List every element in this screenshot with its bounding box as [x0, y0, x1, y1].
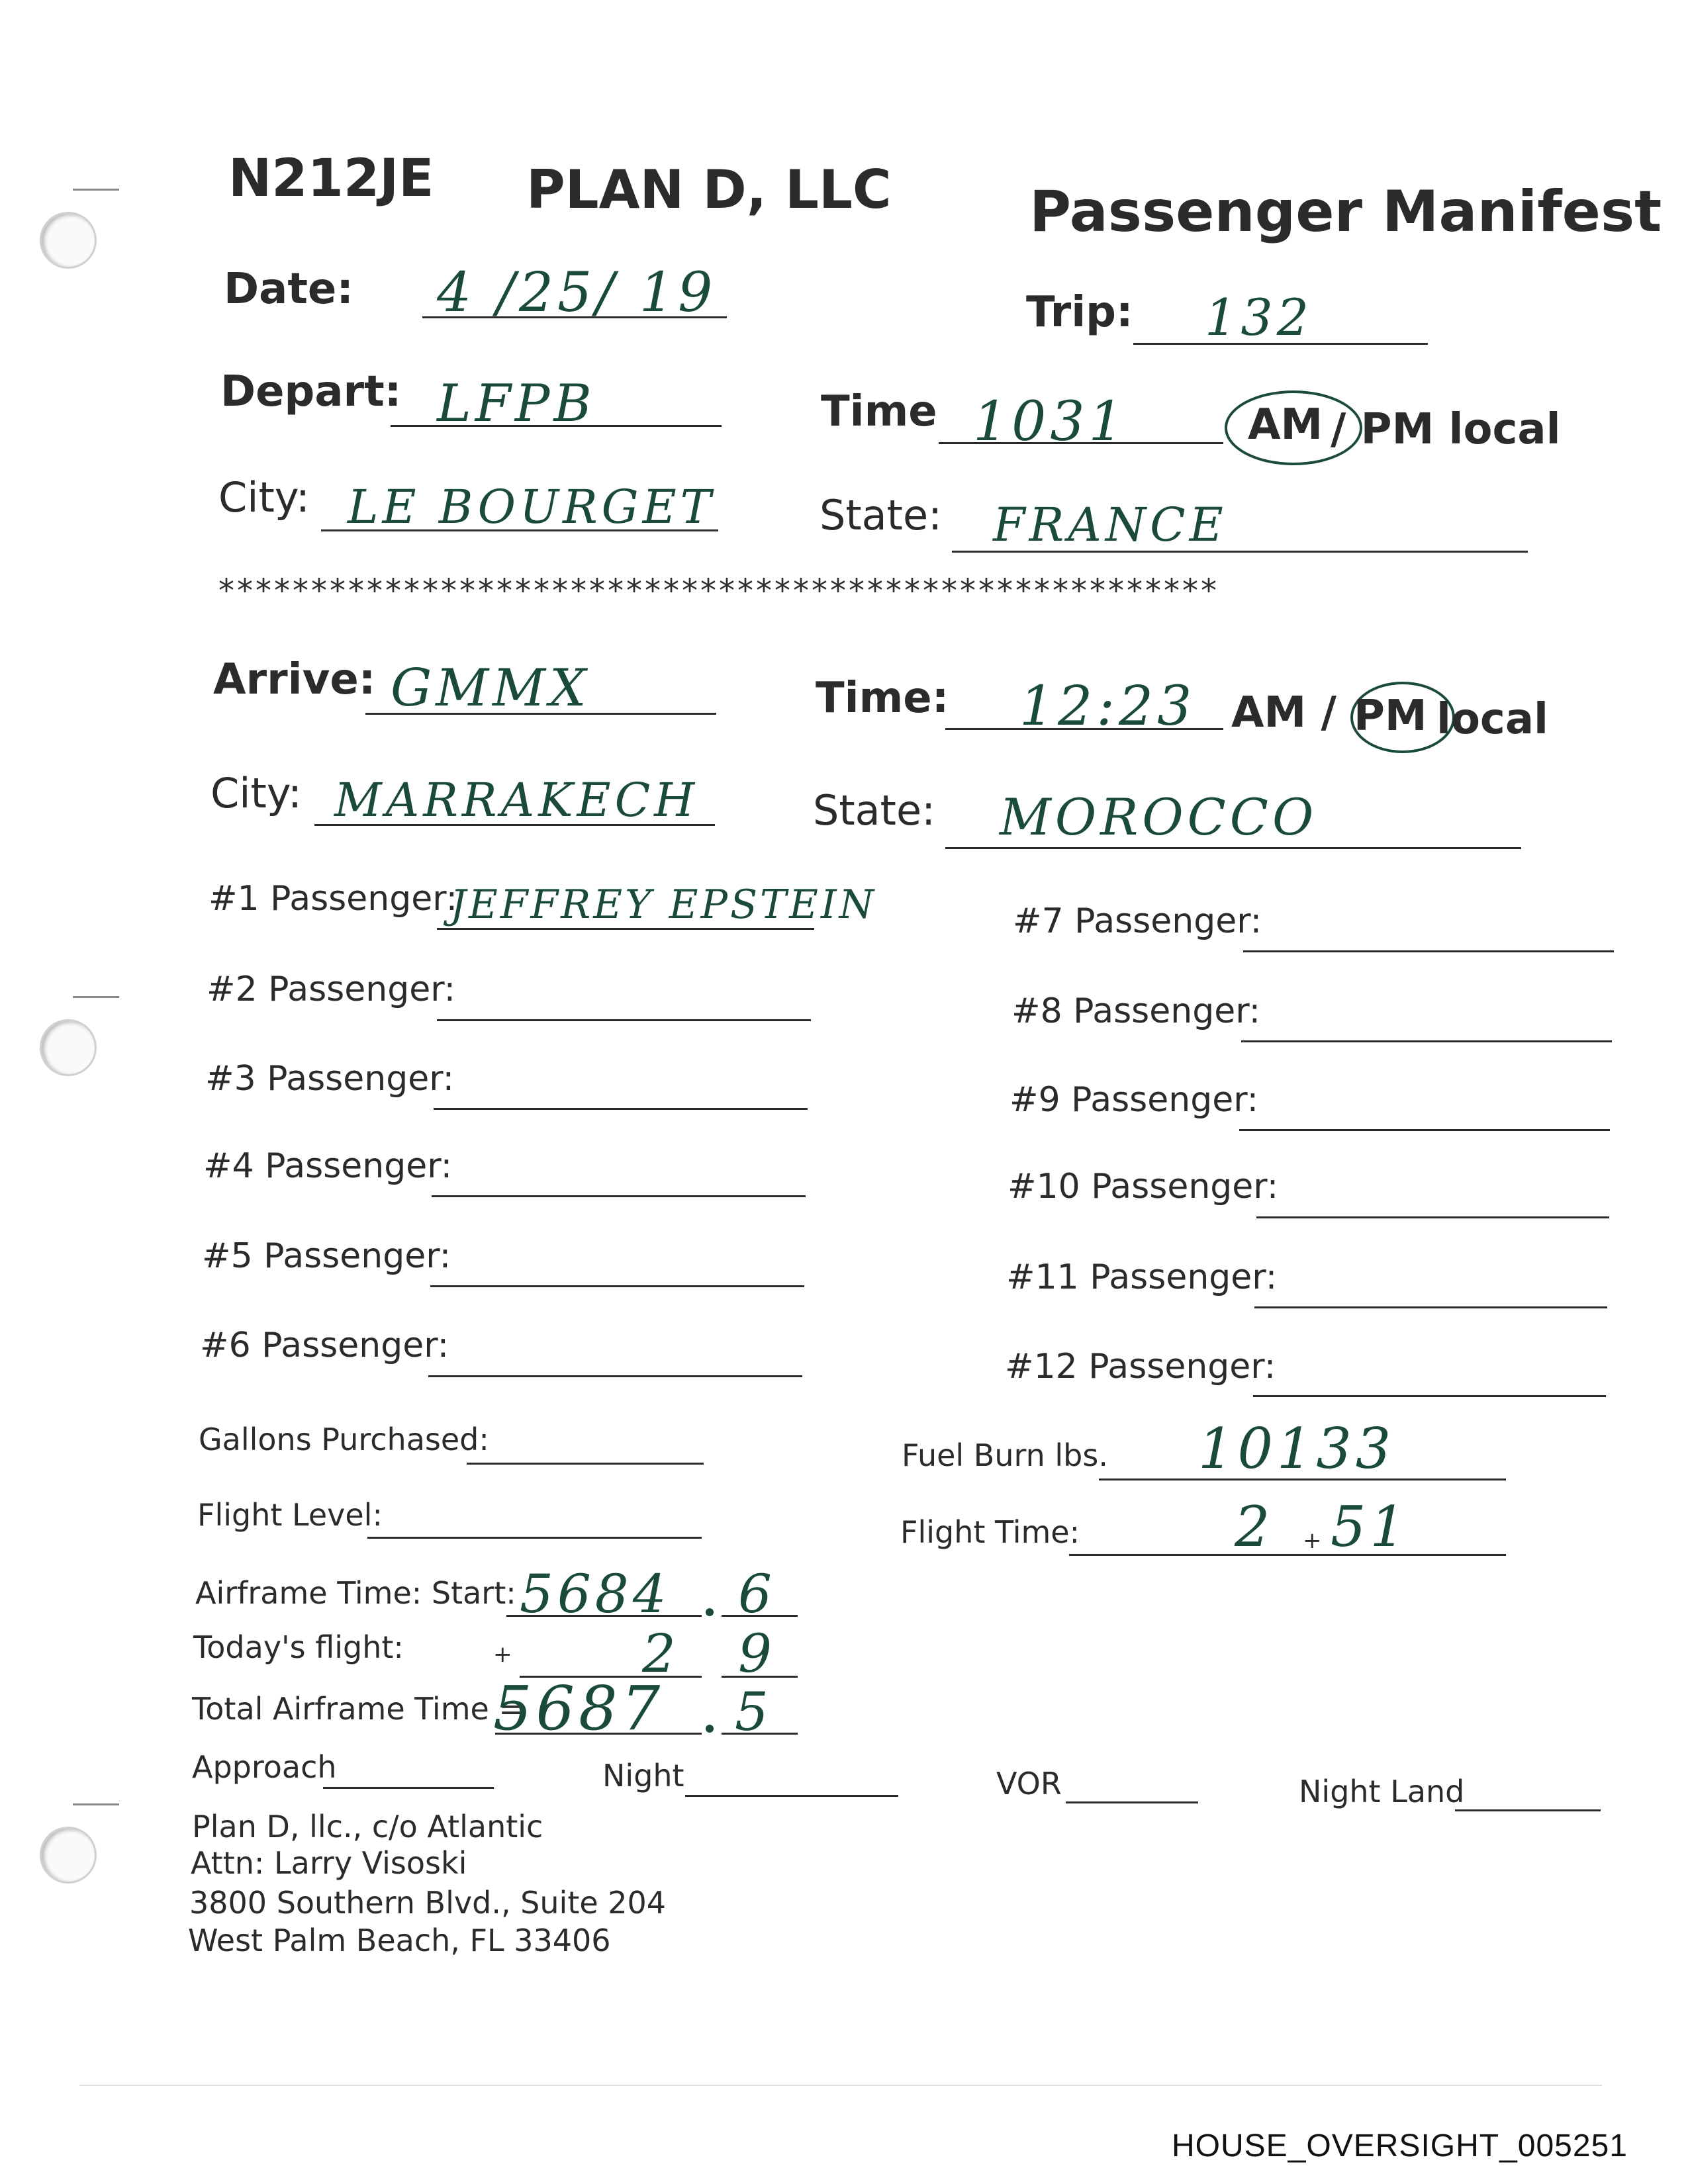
night-label: Night [602, 1758, 684, 1794]
arrive-city-value: MARRAKECH [334, 773, 699, 827]
flight-time-hours: 2 [1235, 1494, 1274, 1559]
passenger-1-name: JEFFREY EPSTEIN [450, 882, 877, 928]
depart-time-value: 1031 [973, 390, 1127, 453]
arrive-pm: PM [1354, 692, 1427, 741]
trip-value: 132 [1205, 288, 1313, 347]
binder-hole-top [40, 212, 97, 269]
night-line [685, 1795, 898, 1797]
depart-city-value: LE BOURGET [348, 480, 716, 534]
todays-flight-label: Today's flight: [193, 1629, 404, 1665]
footer-rule [79, 2085, 1602, 2086]
flight-time-minutes: 51 [1331, 1494, 1409, 1559]
airframe-start-whole: 5684 [520, 1563, 671, 1625]
night-land-line [1455, 1809, 1601, 1811]
fuel-burn-label: Fuel Burn lbs. [902, 1437, 1108, 1473]
passenger-11-label: #11 Passenger: [1006, 1257, 1278, 1297]
passenger-8-label: #8 Passenger: [1011, 991, 1261, 1031]
trip-label: Trip: [1026, 288, 1133, 337]
depart-city-label: City: [218, 473, 310, 522]
date-label: Date: [224, 265, 353, 314]
todays-flight-tenths: 9 [738, 1623, 776, 1684]
address-line-4: West Palm Beach, FL 33406 [188, 1923, 611, 1958]
arrive-state-value: MOROCCO [1000, 788, 1318, 846]
arrive-state-label: State: [813, 786, 936, 835]
arrive-value: GMMX [391, 659, 590, 718]
night-land-label: Night Land [1299, 1774, 1465, 1809]
passenger-8-line [1241, 1040, 1612, 1042]
total-airframe-label: Total Airframe Time = [192, 1691, 524, 1727]
binder-hole-mark [73, 189, 119, 191]
flight-time-separator-mark: + [1303, 1527, 1322, 1554]
passenger-6-label: #6 Passenger: [200, 1326, 449, 1365]
passenger-12-label: #12 Passenger: [1005, 1347, 1276, 1387]
total-airframe-tenths: 5 [735, 1681, 773, 1743]
passenger-2-label: #2 Passenger: [207, 970, 456, 1009]
arrive-state-line [945, 847, 1521, 849]
arrive-local: local [1436, 695, 1548, 744]
depart-am: AM [1248, 400, 1323, 449]
passenger-9-line [1239, 1129, 1610, 1131]
approach-label: Approach [192, 1749, 337, 1785]
arrive-label: Arrive: [213, 655, 376, 704]
depart-value: LFPB [437, 374, 596, 433]
company-name: PLAN D, LLC [526, 159, 892, 220]
flight-level-line [367, 1537, 702, 1539]
plus-sign: + [493, 1641, 512, 1668]
fuel-burn-value: 10133 [1198, 1416, 1395, 1481]
approach-line [323, 1787, 494, 1789]
passenger-3-line [434, 1108, 808, 1110]
airframe-start-tenths: 6 [738, 1563, 776, 1625]
binder-hole-mark [73, 1803, 119, 1805]
flight-time-label: Flight Time: [900, 1514, 1080, 1550]
passenger-6-line [428, 1375, 802, 1377]
arrive-time-label: Time: [816, 674, 949, 723]
passenger-4-label: #4 Passenger: [203, 1146, 453, 1186]
passenger-10-label: #10 Passenger: [1008, 1167, 1279, 1206]
passenger-10-line [1256, 1216, 1609, 1218]
flight-level-label: Flight Level: [197, 1497, 383, 1533]
passenger-7-line [1243, 950, 1614, 952]
passenger-4-line [432, 1195, 806, 1197]
binder-hole-middle [40, 1019, 97, 1076]
passenger-1-label: #1 Passenger: [209, 879, 458, 919]
form-title: Passenger Manifest [1029, 179, 1662, 245]
passenger-12-line [1253, 1395, 1606, 1397]
flight-time-line [1069, 1554, 1506, 1556]
depart-time-label: Time [821, 387, 937, 436]
address-line-1: Plan D, llc., c/o Atlantic [192, 1809, 543, 1844]
gallons-line [467, 1463, 704, 1465]
decimal-point [706, 1725, 714, 1733]
binder-hole-bottom [40, 1827, 97, 1884]
passenger-5-label: #5 Passenger: [202, 1236, 451, 1276]
section-separator: ****************************************************** [218, 572, 1219, 610]
gallons-label: Gallons Purchased: [199, 1422, 489, 1457]
binder-hole-mark [73, 996, 119, 998]
decimal-point [706, 1608, 714, 1616]
address-line-3: 3800 Southern Blvd., Suite 204 [189, 1885, 667, 1921]
arrive-time-value: 12:23 [1019, 675, 1196, 738]
vor-line [1066, 1801, 1198, 1803]
passenger-1-line [437, 928, 814, 930]
address-line-2: Attn: Larry Visoski [191, 1845, 467, 1881]
airframe-start-label: Airframe Time: Start: [195, 1575, 516, 1611]
passenger-11-line [1254, 1306, 1607, 1308]
depart-pm-local: / PM local [1331, 405, 1561, 454]
arrive-city-label: City: [211, 769, 302, 817]
todays-flight-whole: 2 [642, 1623, 680, 1684]
bates-number: HOUSE_OVERSIGHT_005251 [1172, 2128, 1628, 2163]
passenger-5-line [430, 1285, 804, 1287]
tail-number: N212JE [228, 149, 434, 208]
passenger-2-line [437, 1019, 811, 1021]
date-value: 4 /25/ 19 [437, 261, 717, 324]
depart-label: Depart: [220, 367, 402, 416]
passenger-9-label: #9 Passenger: [1009, 1080, 1259, 1120]
arrive-am: AM / [1231, 688, 1336, 737]
passenger-7-label: #7 Passenger: [1013, 901, 1262, 941]
depart-state-label: State: [820, 491, 943, 539]
depart-state-value: FRANCE [993, 498, 1227, 552]
passenger-3-label: #3 Passenger: [205, 1059, 455, 1099]
total-airframe-whole: 5687 [493, 1673, 665, 1744]
vor-label: VOR [996, 1766, 1062, 1801]
